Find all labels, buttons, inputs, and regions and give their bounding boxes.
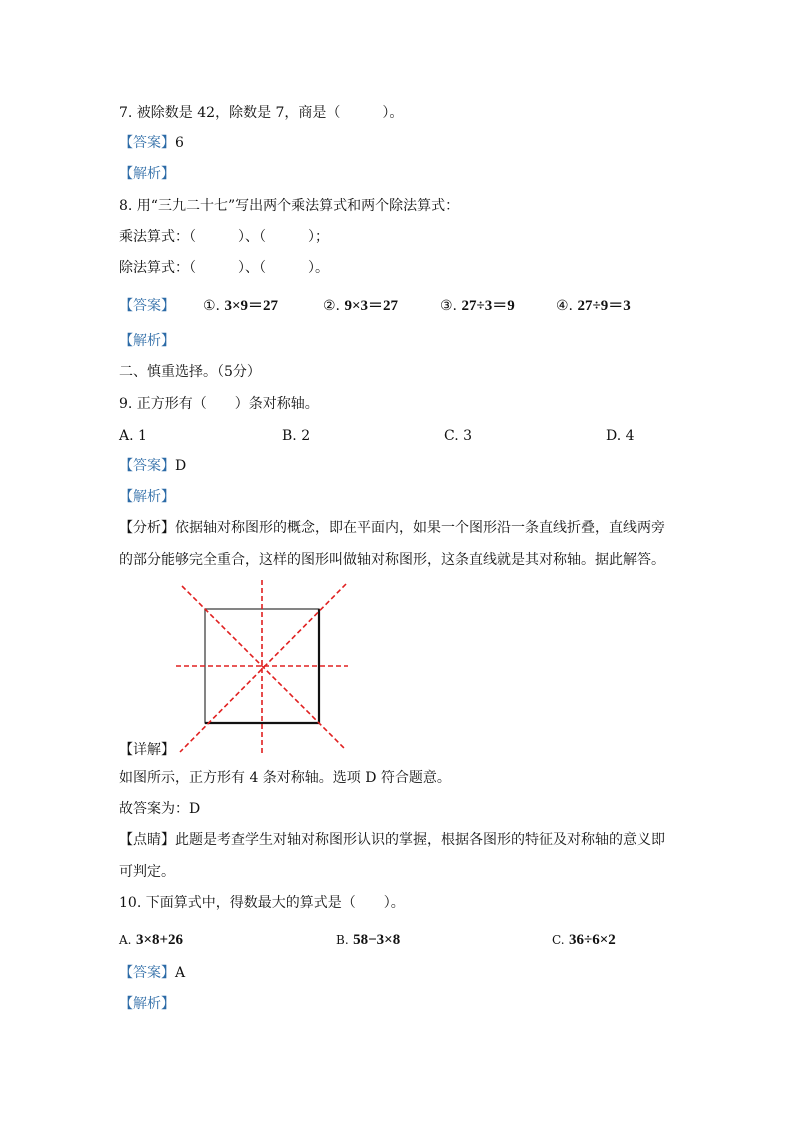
answer-expr: 27÷9＝3 bbox=[577, 298, 631, 314]
answer-tag: 【答案】 bbox=[119, 298, 175, 314]
answer-mark: ①. bbox=[203, 298, 221, 314]
answer-mark: ③. bbox=[440, 298, 458, 314]
q9-option-d: D. 4 bbox=[606, 428, 635, 444]
fenxi-tag: 【分析】 bbox=[119, 520, 175, 536]
q7-answer: 6 bbox=[175, 135, 184, 151]
answer-tag: 【答案】 bbox=[119, 135, 175, 151]
q9-dianjing-line2: 可判定。 bbox=[119, 864, 175, 880]
q10-option-b bbox=[336, 930, 400, 950]
q8-analysis-tag: 【解析】 bbox=[119, 333, 175, 349]
option-expr: 58−3×8 bbox=[353, 932, 401, 948]
q9-dianjing-row bbox=[119, 830, 665, 850]
section2-title: 二、慎重选择。（5分） bbox=[119, 364, 261, 380]
answer-expr: 27÷3＝9 bbox=[461, 298, 515, 314]
q9-analysis-tag: 【解析】 bbox=[119, 489, 175, 505]
q8-answer-row bbox=[119, 296, 175, 316]
q8-div-line: 除法算式：（ ）、（ ）。 bbox=[119, 260, 329, 276]
q8-answer-3 bbox=[440, 296, 515, 316]
q9-answer-row bbox=[119, 456, 186, 476]
option-expr: 36÷6×2 bbox=[569, 932, 616, 948]
q7-text: 7. 被除数是 42，除数是 7，商是（ ）。 bbox=[119, 105, 404, 121]
q8-answer-1 bbox=[203, 296, 278, 316]
q9-fenxi-line2: 的部分能够完全重合，这样的图形叫做轴对称图形，这条直线就是其对称轴。据此解答。 bbox=[119, 552, 665, 568]
answer-tag: 【答案】 bbox=[119, 458, 175, 474]
q10-option-c bbox=[552, 930, 616, 950]
q9-final-answer: 故答案为：D bbox=[119, 801, 201, 817]
answer-mark: ②. bbox=[323, 298, 341, 314]
answer-mark: ④. bbox=[556, 298, 574, 314]
q9-answer: D bbox=[175, 458, 187, 474]
dianjing-tag: 【点睛】 bbox=[119, 832, 175, 848]
fenxi-text-1: 依据轴对称图形的概念，即在平面内，如果一个图形沿一条直线折叠，直线两旁 bbox=[175, 520, 665, 536]
q7-answer-row bbox=[119, 133, 184, 153]
option-expr: 3×8+26 bbox=[135, 932, 184, 948]
q9-option-b: B. 2 bbox=[282, 428, 311, 444]
q10-answer: A bbox=[175, 965, 186, 981]
q7-analysis-tag: 【解析】 bbox=[119, 166, 175, 182]
q9-option-c: C. 3 bbox=[444, 428, 473, 444]
q10-option-a bbox=[119, 930, 183, 950]
answer-tag: 【答案】 bbox=[119, 965, 175, 981]
answer-expr: 9×3＝27 bbox=[344, 298, 399, 314]
q10-analysis-tag: 【解析】 bbox=[119, 996, 175, 1012]
option-letter: A. bbox=[119, 933, 132, 947]
q8-text: 8. 用“三九二十七”写出两个乘法算式和两个除法算式： bbox=[119, 198, 460, 214]
dianjing-text-1: 此题是考查学生对轴对称图形认识的掌握，根据各图形的特征及对称轴的意义即 bbox=[175, 832, 665, 848]
q9-xiangjie-text: 如图所示，正方形有 4 条对称轴。选项 D 符合题意。 bbox=[119, 770, 451, 786]
option-letter: C. bbox=[552, 933, 565, 947]
q9-xiangjie-tag: 【详解】 bbox=[119, 742, 175, 758]
q9-text: 9. 正方形有（ ）条对称轴。 bbox=[119, 396, 319, 412]
square-symmetry-figure bbox=[176, 580, 350, 758]
q8-mul-line: 乘法算式：（ ）、（ ）； bbox=[119, 229, 329, 245]
q9-fenxi-row bbox=[119, 518, 665, 538]
q10-answer-row bbox=[119, 963, 185, 983]
q10-text: 10. 下面算式中，得数最大的算式是（ ）。 bbox=[119, 895, 405, 911]
q8-answer-2 bbox=[323, 296, 398, 316]
q9-option-a: A. 1 bbox=[119, 428, 147, 444]
q8-answer-4 bbox=[556, 296, 631, 316]
option-letter: B. bbox=[336, 933, 349, 947]
answer-expr: 3×9＝27 bbox=[224, 298, 279, 314]
diagonal-axis-line-1 bbox=[182, 586, 346, 750]
